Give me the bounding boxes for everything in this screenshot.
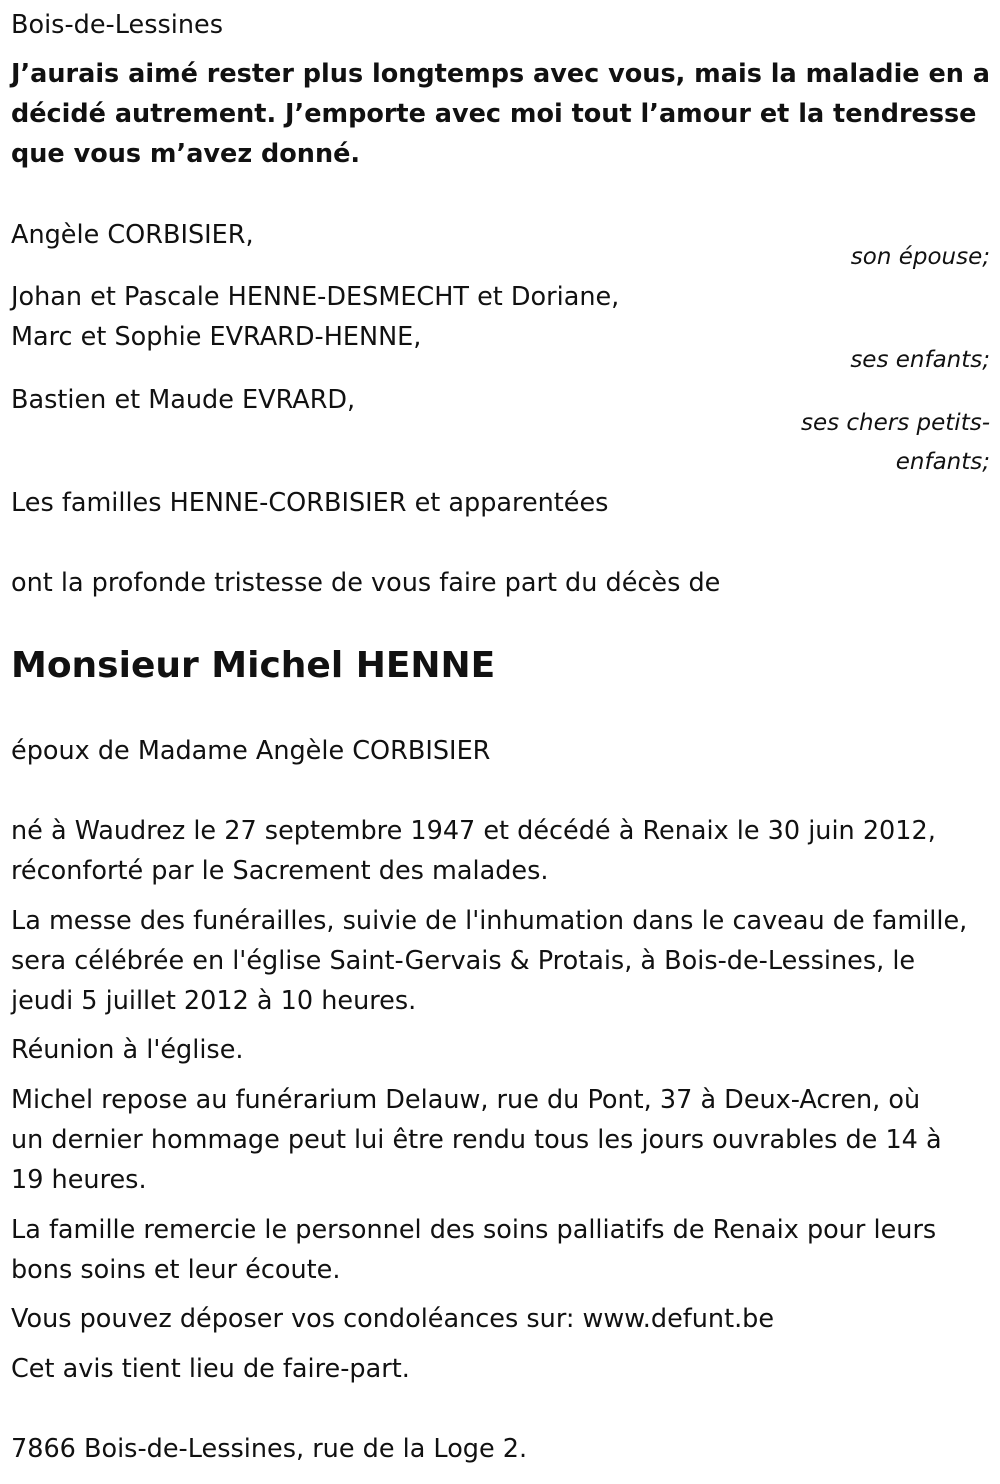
repose-line-3: 19 heures. xyxy=(11,1165,147,1195)
child-line-1: Johan et Pascale HENNE-DESMECHT et Doriane, xyxy=(11,282,620,312)
extended-families: Les familles HENNE-CORBISIER et apparentées xyxy=(11,488,609,518)
spouse-role: son épouse; xyxy=(850,244,990,270)
deceased-name: Monsieur Michel HENNE xyxy=(11,645,496,686)
announcement: ont la profonde tristesse de vous faire part du décès de xyxy=(11,568,721,598)
quote-line-1: J’aurais aimé rester plus longtemps avec vous, mais la maladie en a xyxy=(11,59,991,89)
children-role: ses enfants; xyxy=(850,347,990,373)
quote-line-3: que vous m’avez donné. xyxy=(11,139,361,169)
thanks-line-2: bons soins et leur écoute. xyxy=(11,1255,341,1285)
funeral-line-1: La messe des funérailles, suivie de l'inhumation dans le caveau de famille, xyxy=(11,906,968,936)
grandchildren-name: Bastien et Maude EVRARD, xyxy=(11,385,356,415)
notice-line: Cet avis tient lieu de faire-part. xyxy=(11,1354,410,1384)
location-heading: Bois-de-Lessines xyxy=(11,10,223,40)
quote-line-2: décidé autrement. J’emporte avec moi tout l’amour et la tendresse xyxy=(11,99,977,129)
spouse-name: Angèle CORBISIER, xyxy=(11,220,254,250)
spouse-of-line: époux de Madame Angèle CORBISIER xyxy=(11,736,491,766)
thanks-line-1: La famille remercie le personnel des soins palliatifs de Renaix pour leurs xyxy=(11,1215,937,1245)
grandchildren-role-line-2: enfants; xyxy=(895,449,990,475)
child-line-2: Marc et Sophie EVRARD-HENNE, xyxy=(11,322,422,352)
repose-line-1: Michel repose au funérarium Delauw, rue du Pont, 37 à Deux-Acren, où xyxy=(11,1085,921,1115)
address-line: 7866 Bois-de-Lessines, rue de la Loge 2. xyxy=(11,1434,528,1464)
birth-death-line-1: né à Waudrez le 27 septembre 1947 et décédé à Renaix le 30 juin 2012, xyxy=(11,816,936,846)
reunion-line: Réunion à l'église. xyxy=(11,1035,244,1065)
birth-death-line-2: réconforté par le Sacrement des malades. xyxy=(11,856,549,886)
repose-line-2: un dernier hommage peut lui être rendu tous les jours ouvrables de 14 à xyxy=(11,1125,942,1155)
condolences-line: Vous pouvez déposer vos condoléances sur: www.defunt.be xyxy=(11,1304,775,1334)
funeral-line-3: jeudi 5 juillet 2012 à 10 heures. xyxy=(11,986,417,1016)
grandchildren-role-line-1: ses chers petits- xyxy=(800,410,990,436)
funeral-line-2: sera célébrée en l'église Saint-Gervais & Protais, à Bois-de-Lessines, le xyxy=(11,946,916,976)
